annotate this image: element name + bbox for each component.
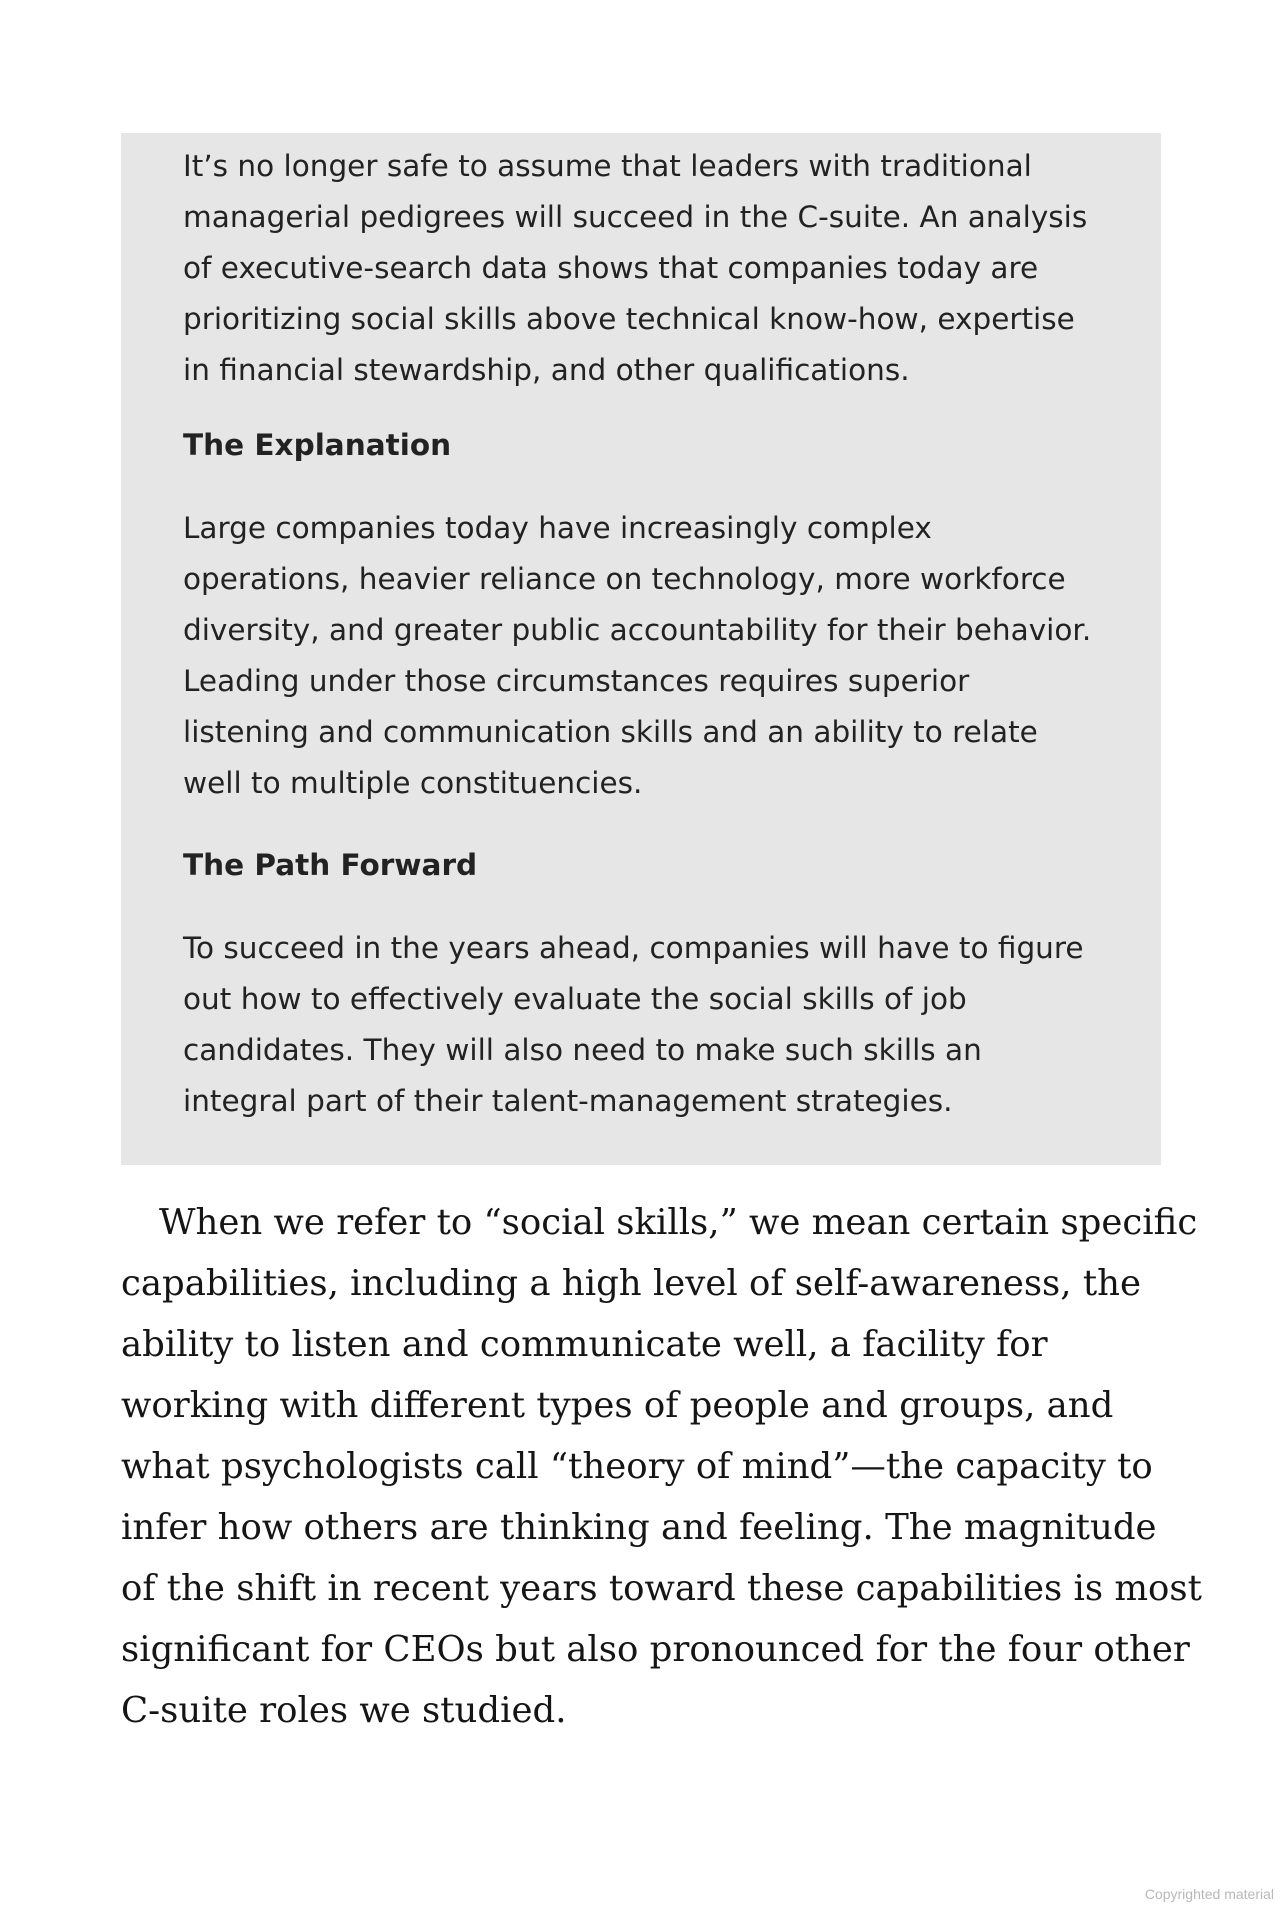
intro-line: It’s no longer safe to assume that leaders with traditional [183,149,1032,183]
body-line: of the shift in recent years toward these capabilities is most [121,1568,1202,1609]
explanation-line: listening and communication skills and an ability to relate [183,715,1038,749]
body-paragraph [121,1192,1202,1741]
copyright-notice: Copyrighted material [1144,1886,1274,1902]
body-line: infer how others are thinking and feeling. The magnitude [121,1507,1157,1548]
summary-sidebar [121,133,1161,1165]
explanation-paragraph [183,503,1113,809]
body-line: working with different types of people and groups, and [121,1385,1114,1426]
path-line: candidates. They will also need to make such skills an [183,1033,982,1067]
explanation-heading: The Explanation [183,428,452,462]
path-line: To succeed in the years ahead, companies will have to figure [183,931,1084,965]
explanation-line: diversity, and greater public accountability for their behavior. [183,613,1092,647]
explanation-line: Large companies today have increasingly complex [183,511,932,545]
explanation-line: operations, heavier reliance on technology, more workforce [183,562,1066,596]
intro-line: in financial stewardship, and other qualifications. [183,353,910,387]
body-line: When we refer to “social skills,” we mean certain specific [159,1202,1198,1243]
body-line: significant for CEOs but also pronounced for the four other [121,1629,1190,1670]
body-line: C-suite roles we studied. [121,1690,567,1731]
intro-line: of executive-search data shows that companies today are [183,251,1039,285]
intro-paragraph [183,141,1113,396]
path-line: integral part of their talent-management strategies. [183,1084,953,1118]
explanation-line: well to multiple constituencies. [183,766,643,800]
path-forward-paragraph [183,923,1113,1127]
body-line: what psychologists call “theory of mind”—the capacity to [121,1446,1153,1487]
explanation-line: Leading under those circumstances requires superior [183,664,970,698]
body-line: ability to listen and communicate well, a facility for [121,1324,1048,1365]
intro-line: managerial pedigrees will succeed in the C-suite. An analysis [183,200,1088,234]
intro-line: prioritizing social skills above technical know-how, expertise [183,302,1075,336]
path-line: out how to effectively evaluate the social skills of job [183,982,967,1016]
path-forward-heading: The Path Forward [183,848,478,882]
body-line: capabilities, including a high level of self-awareness, the [121,1263,1141,1304]
